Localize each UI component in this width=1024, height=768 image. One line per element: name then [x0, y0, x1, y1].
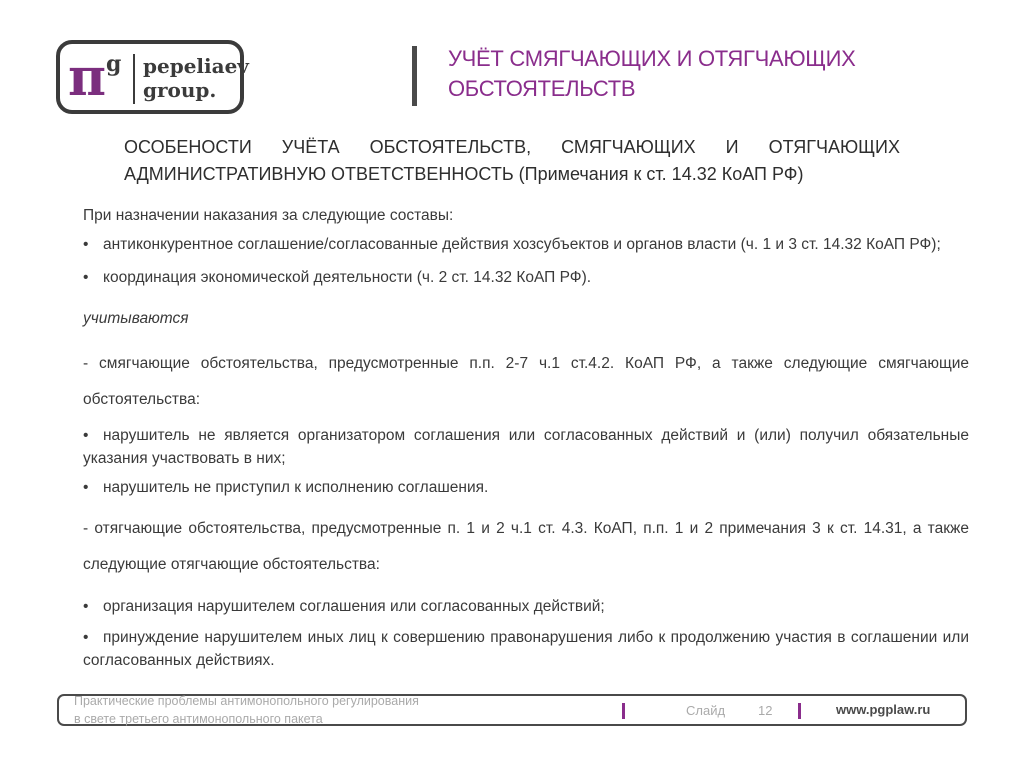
bullet-text: нарушитель не является организатором соглашения или согласованных действий и (или) получил обязательные указания участвовать в них;	[83, 427, 969, 467]
slide-body	[83, 204, 969, 672]
subtitle-line1: ОСОБЕНОСТИ УЧЁТА ОБСТОЯТЕЛЬСТВ, СМЯГЧАЮЩИХ И ОТЯГЧАЮЩИХ	[124, 137, 900, 157]
bullet-text: организация нарушителем соглашения или согласованных действий;	[103, 598, 605, 615]
bullet-icon: •	[83, 598, 89, 615]
logo-wordmark-line1: pepeliaev	[143, 54, 249, 78]
bullet-icon: •	[83, 427, 89, 444]
bullet-text: нарушитель не приступил к исполнению соглашения.	[103, 479, 489, 496]
footer-slide-number: 12	[758, 703, 773, 718]
bullet-icon: •	[83, 479, 89, 496]
bullet-item	[83, 626, 969, 672]
bullet-text: антиконкурентное соглашение/согласованные действия хозсубъектов и органов власти (ч. 1 и 3 ст. 14.32 КоАП РФ);	[103, 236, 941, 253]
subtitle-line2: АДМИНИСТРАТИВНУЮ ОТВЕТСТВЕННОСТЬ (Примечания к ст. 14.32 КоАП РФ)	[124, 164, 804, 184]
slide-subtitle	[124, 134, 900, 188]
considered-label: учитываются	[83, 310, 189, 327]
bullet-icon: •	[83, 269, 89, 286]
mitigating-intro: - смягчающие обстоятельства, предусмотренные п.п. 2-7 ч.1 ст.4.2. КоАП РФ, а также следующие смягчающие обстоятельства:	[83, 355, 969, 408]
bullet-text: координация экономической деятельности (ч. 2 ст. 14.32 КоАП РФ).	[103, 269, 592, 286]
body-intro: При назначении наказания за следующие составы:	[83, 207, 454, 224]
bullet-text: принуждение нарушителем иных лиц к совершению правонарушения либо к продолжению участия в соглашении или согласованных действиях.	[83, 629, 969, 669]
bullet-item	[83, 476, 969, 499]
slide-title-line2: ОБСТОЯТЕЛЬСТВ	[448, 76, 636, 101]
pepeliaev-group-logo	[56, 40, 249, 114]
logo-g-superscript: g	[106, 51, 122, 77]
logo-wordmark-line2: group.	[143, 78, 217, 102]
bullet-item	[83, 424, 969, 470]
bullet-icon: •	[83, 236, 89, 253]
bullet-item	[83, 233, 969, 256]
footer-caption-line1: Практические проблемы антимонопольного регулирования	[74, 694, 419, 708]
footer-slide-label: Слайд	[686, 703, 726, 718]
header-divider	[412, 46, 417, 106]
aggravating-intro: - отягчающие обстоятельства, предусмотренные п. 1 и 2 ч.1 ст. 4.3. КоАП, п.п. 1 и 2 примечания 3 к ст. 14.31, а также следующие отягчающие обстоятельства:	[83, 520, 969, 573]
bullet-icon: •	[83, 629, 89, 646]
footer-caption-line2: в свете третьего антимонопольного пакета	[74, 712, 323, 726]
bullet-item	[83, 595, 969, 618]
slide-title-line1: УЧЁТ СМЯГЧАЮЩИХ И ОТЯГЧАЮЩИХ	[448, 46, 856, 71]
bullet-item	[83, 266, 969, 289]
slide-title	[448, 44, 968, 104]
logo-wordmark	[143, 54, 249, 102]
footer-divider-left	[622, 703, 625, 719]
footer-divider-right	[798, 703, 801, 719]
logo-pi-symbol: π	[68, 47, 107, 108]
footer-website-link[interactable]: www.pgplaw.ru	[836, 702, 931, 717]
footer-caption	[74, 692, 494, 728]
logo-divider	[133, 54, 135, 104]
